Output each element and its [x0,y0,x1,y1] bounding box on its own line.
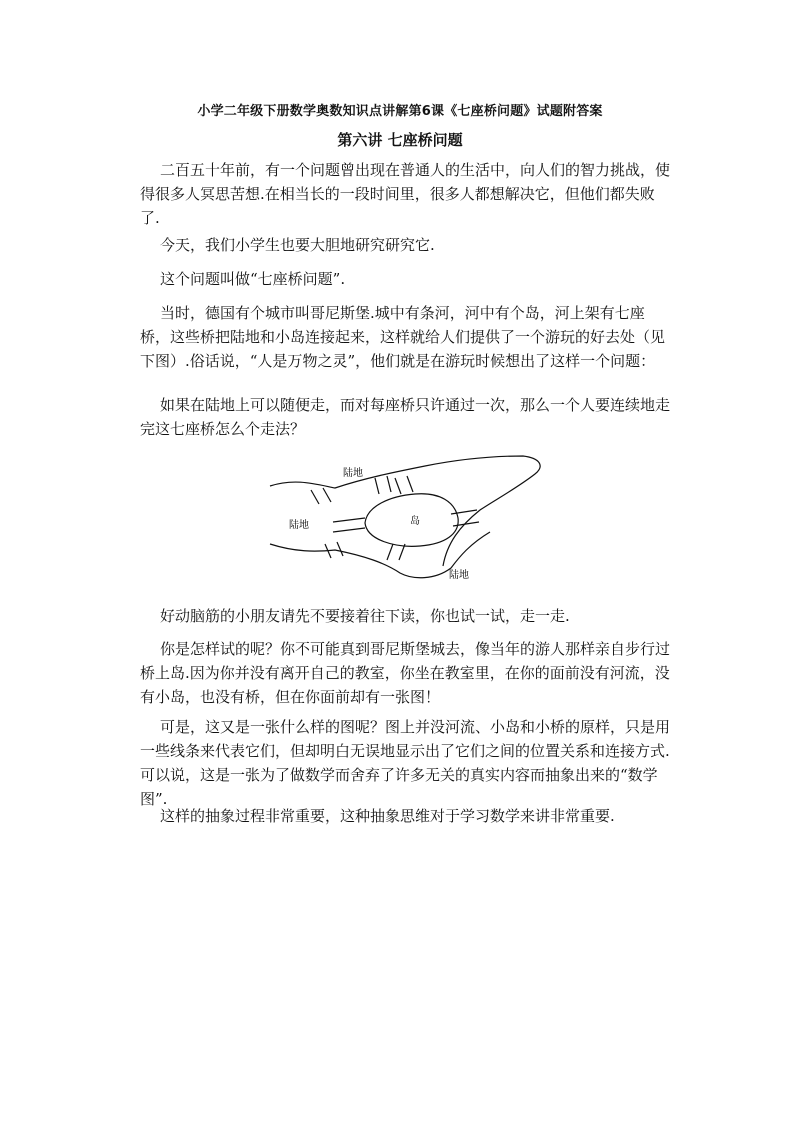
paragraph-today: 今天，我们小学生也要大胆地研究研究它. [160,236,435,254]
label-island: 岛 [410,516,420,527]
seven-bridges-figure [255,448,555,583]
paragraph-conclusion: 这样的抽象过程非常重要，这种抽象思维对于学习数学来讲非常重要. [160,807,615,825]
paragraph-question: 如果在陆地上可以随便走，而对每座桥只许通过一次，那么一个人要连续地走完这七座桥怎么个走法？ [140,396,671,438]
label-land-left: 陆地 [289,520,309,531]
river-bank-upper [270,456,540,566]
paragraph-how-tried: 你是怎样试的呢？你不可能真到哥尼斯堡城去，像当年的游人那样亲自步行过桥上岛.因为你并没有离开自己的教室，你坐在教室里，在你的面前没有河流，没有小岛，也没有桥，但在你面前却有一张图！ [140,640,671,706]
label-land-top: 陆地 [343,468,363,479]
paragraph-intro: 二百五十年前，有一个问题曾出现在普通人的生活中，向人们的智力挑战，使得很多人冥思苦想.在相当长的一段时间里，很多人都想解决它，但他们都失败了. [140,161,671,227]
bridge-4 [333,518,365,532]
paragraph-try: 好动脑筋的小朋友请先不要接着往下读，你也试一试，走一走. [160,607,570,625]
document-title: 小学二年级下册数学奥数知识点讲解第6课《七座桥问题》试题附答案 [197,104,603,119]
bridge-7 [451,510,479,526]
label-land-bottom: 陆地 [449,570,469,581]
bridge-2 [375,476,391,494]
lesson-title: 第六讲 七座桥问题 [337,131,463,149]
paragraph-problem-name: 这个问题叫做“七座桥问题”. [160,270,346,288]
bridge-1 [311,488,331,504]
bridge-3 [395,476,413,494]
paragraph-history: 当时，德国有个城市叫哥尼斯堡.城中有条河，河中有个岛，河上架有七座桥，这些桥把陆地和小岛连接起来，这样就给人们提供了一个游玩的好去处（见下图）.俗话说，“人是万物之灵”，他们就是在游玩时候想出了这样一个问题： [140,304,666,370]
paragraph-math-graph: 可是，这又是一张什么样的图呢？图上并没河流、小岛和小桥的原样，只是用一些线条来代表它们，但却明白无误地显示出了它们之间的位置关系和连接方式.可以说，这是一张为了做数学而舍弃了许多无关的真实内容而抽象出来的“数学图”. [140,718,671,808]
